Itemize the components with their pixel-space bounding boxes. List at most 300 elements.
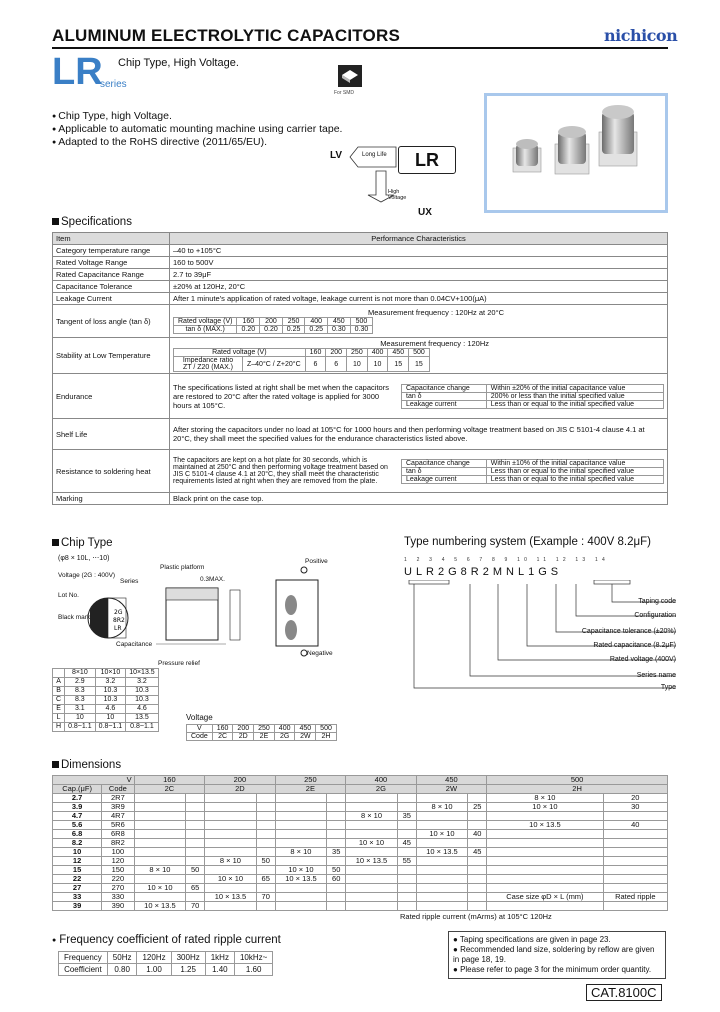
dim-case-size bbox=[275, 830, 327, 839]
dim-ripple: 65 bbox=[256, 875, 275, 884]
chip-dim-cell: 0.8~1.1 bbox=[65, 723, 96, 732]
chip-marking-cap: 8R2 bbox=[113, 617, 125, 624]
dim-cap: 5.6 bbox=[53, 821, 102, 830]
title-rule bbox=[52, 47, 668, 49]
dimensions-heading: Dimensions bbox=[52, 759, 121, 771]
dim-cap-header: Cap.(μF) bbox=[53, 785, 102, 794]
dim-cap: 6.8 bbox=[53, 830, 102, 839]
chip-dim-cell: 10 bbox=[95, 714, 126, 723]
dim-cap: 2.7 bbox=[53, 794, 102, 803]
tan-voltage: 250 bbox=[282, 318, 305, 326]
voltage-cell: 2D bbox=[233, 733, 254, 741]
dim-case-size bbox=[275, 893, 327, 902]
dim-ripple: 45 bbox=[397, 839, 416, 848]
dim-case-size bbox=[416, 875, 468, 884]
freq-header: 50Hz bbox=[107, 952, 137, 964]
dim-cap: 39 bbox=[53, 902, 102, 911]
freq-cell: 1.60 bbox=[234, 964, 272, 976]
dim-case-size bbox=[487, 866, 603, 875]
lowtemp-ratio-label: Impedance ratio ZT / Z20 (MAX.) bbox=[174, 357, 243, 372]
dim-voltage: 400 bbox=[346, 776, 417, 785]
chip-pressure-label: Pressure relief bbox=[158, 660, 200, 667]
freq-header: 1kHz bbox=[205, 952, 234, 964]
chip-dim-cell: 10 bbox=[65, 714, 96, 723]
dim-case-size bbox=[487, 902, 603, 911]
chip-type-heading: Chip Type bbox=[52, 537, 113, 549]
family-lv: LV bbox=[330, 150, 343, 161]
dim-case-size bbox=[346, 866, 398, 875]
dim-ripple bbox=[397, 902, 416, 911]
dim-cap: 12 bbox=[53, 857, 102, 866]
dim-row bbox=[53, 866, 668, 875]
dim-ripple bbox=[186, 812, 205, 821]
tan-voltage: 450 bbox=[327, 318, 350, 326]
dim-ripple bbox=[397, 893, 416, 902]
spec-item-header: Item bbox=[53, 233, 170, 245]
spec-row bbox=[53, 245, 668, 257]
spec-item: Category temperature range bbox=[53, 245, 170, 257]
dim-ripple: 35 bbox=[397, 812, 416, 821]
dim-case-size: 10 × 10 bbox=[346, 839, 398, 848]
capacitor-medium bbox=[555, 126, 589, 174]
dim-v-header: V bbox=[53, 776, 135, 785]
dim-ripple bbox=[468, 812, 487, 821]
chip-positive-label: Positive bbox=[305, 558, 328, 565]
spec-row bbox=[53, 293, 668, 305]
spec-value: 2.7 to 39μF bbox=[170, 269, 668, 281]
dim-row bbox=[53, 839, 668, 848]
dim-ripple: 70 bbox=[256, 893, 275, 902]
dimensions-table bbox=[52, 775, 668, 911]
solder-table bbox=[401, 459, 664, 484]
type-label-configuration: Configuration bbox=[634, 612, 676, 619]
dim-ripple bbox=[327, 830, 346, 839]
dim-case-size: 8 × 10 bbox=[416, 803, 468, 812]
chip-dim-cell: 3.2 bbox=[95, 678, 126, 687]
spec-header-row bbox=[53, 233, 668, 245]
voltage-title: Voltage bbox=[186, 713, 213, 722]
solder-cell bbox=[170, 450, 668, 493]
dim-ripple bbox=[603, 848, 667, 857]
voltage-cell: 2G bbox=[274, 733, 295, 741]
dim-case-size bbox=[205, 803, 257, 812]
dim-case-size bbox=[134, 830, 186, 839]
tan-value: 0.25 bbox=[305, 326, 328, 334]
dim-cap-code: 120 bbox=[102, 857, 134, 866]
chip-dimension-table bbox=[52, 668, 159, 732]
dim-ripple bbox=[256, 821, 275, 830]
dim-voltage: 200 bbox=[205, 776, 276, 785]
dim-ripple bbox=[256, 902, 275, 911]
chip-dim-cell: A bbox=[53, 678, 65, 687]
dim-case-size bbox=[275, 812, 327, 821]
dim-cap-code: 4R7 bbox=[102, 812, 134, 821]
chip-dim-cell: 3.2 bbox=[126, 678, 159, 687]
dim-code: 2D bbox=[205, 785, 276, 794]
dimensions-code-row bbox=[53, 785, 668, 794]
chip-dim-cell: 10.3 bbox=[95, 696, 126, 705]
endurance-key: Capacitance change bbox=[402, 384, 487, 392]
lowtemp-voltage: 160 bbox=[305, 349, 326, 357]
spec-row-lowtemp bbox=[53, 338, 668, 374]
feature-item: ● Adapted to the RoHS directive (2011/65/EU). bbox=[52, 136, 342, 149]
lowtemp-value: 15 bbox=[409, 357, 430, 372]
dim-ripple: 30 bbox=[603, 803, 667, 812]
freq-header: 120Hz bbox=[137, 952, 171, 964]
chip-dim-cell: E bbox=[53, 705, 65, 714]
chip-dim-cell: 0.8~1.1 bbox=[126, 723, 159, 732]
dim-case-size: 10 × 10 bbox=[134, 884, 186, 893]
spec-row-endurance bbox=[53, 374, 668, 419]
spec-value: After 1 minute's application of rated voltage, leakage current is not more than 0.04CV+100(μA) bbox=[170, 293, 668, 305]
dim-ripple bbox=[603, 839, 667, 848]
chip-marking-lr: LR bbox=[114, 625, 122, 632]
dim-ripple bbox=[186, 848, 205, 857]
tan-voltage: 500 bbox=[350, 318, 373, 326]
dim-ripple bbox=[186, 794, 205, 803]
spec-item: Stability at Low Temperature bbox=[53, 338, 170, 374]
voltage-cell: V bbox=[187, 725, 213, 733]
dim-case-size: 10 × 13.5 bbox=[416, 848, 468, 857]
spec-item: Marking bbox=[53, 493, 170, 505]
spec-row bbox=[53, 281, 668, 293]
dim-case-size bbox=[416, 812, 468, 821]
spec-value: 160 to 500V bbox=[170, 257, 668, 269]
chip-dim-cell: 10.3 bbox=[126, 696, 159, 705]
freq-cell: Coefficient bbox=[59, 964, 108, 976]
type-numbering-title: Type numbering system (Example : 400V 8.2μF) bbox=[404, 536, 651, 548]
voltage-cell: Code bbox=[187, 733, 213, 741]
type-label-taping: Taping code bbox=[638, 598, 676, 605]
chip-dim-cell: 10.3 bbox=[126, 687, 159, 696]
capacitor-illustration bbox=[487, 96, 665, 210]
family-lr-box: LR bbox=[398, 146, 456, 174]
catalog-number: CAT.8100C bbox=[586, 984, 662, 1001]
type-label-voltage: Rated voltage (400V) bbox=[609, 656, 676, 663]
dim-ripple bbox=[468, 857, 487, 866]
dim-case-size: 8 × 10 bbox=[275, 848, 327, 857]
dim-ripple: 70 bbox=[186, 902, 205, 911]
specifications-heading: Specifications bbox=[52, 216, 132, 228]
dim-ripple: 35 bbox=[327, 848, 346, 857]
chip-dim-header: 10×13.5 bbox=[126, 669, 159, 678]
lowtemp-voltage: 500 bbox=[409, 349, 430, 357]
spec-value: Black print on the case top. bbox=[170, 493, 668, 505]
spec-item: Leakage Current bbox=[53, 293, 170, 305]
lowtemp-value: 6 bbox=[305, 357, 326, 372]
type-label-series: Series name bbox=[636, 672, 676, 679]
dim-ripple: 50 bbox=[256, 857, 275, 866]
voltage-cell: 160 bbox=[212, 725, 233, 733]
dim-ripple bbox=[468, 866, 487, 875]
lowtemp-voltage: 200 bbox=[326, 349, 347, 357]
dim-case-size bbox=[205, 812, 257, 821]
specifications-table bbox=[52, 232, 668, 505]
spec-value: ±20% at 120Hz, 20°C bbox=[170, 281, 668, 293]
dim-ripple bbox=[327, 812, 346, 821]
tan-value: 0.30 bbox=[350, 326, 373, 334]
dim-voltage: 250 bbox=[275, 776, 346, 785]
chip-lot-label: Lot No. bbox=[58, 592, 79, 599]
tan-cell bbox=[170, 305, 668, 338]
chip-voltage-example: Voltage (2G : 400V) bbox=[58, 572, 116, 579]
dim-cap: 27 bbox=[53, 884, 102, 893]
dim-case-size bbox=[205, 794, 257, 803]
dim-ripple bbox=[397, 794, 416, 803]
notes-box bbox=[448, 931, 666, 979]
dim-row bbox=[53, 857, 668, 866]
dim-row bbox=[53, 812, 668, 821]
chip-dim-cell: B bbox=[53, 687, 65, 696]
type-label-tolerance: Capacitance tolerance (±20%) bbox=[581, 628, 676, 635]
smd-label: For SMD bbox=[334, 90, 354, 96]
note-item: ● Taping specifications are given in page 23. bbox=[453, 935, 611, 944]
dim-case-size bbox=[205, 902, 257, 911]
dim-ripple bbox=[397, 884, 416, 893]
voltage-cell: 2H bbox=[316, 733, 337, 741]
dim-ripple bbox=[256, 830, 275, 839]
dim-ripple bbox=[468, 902, 487, 911]
chip-dim-cell: 4.6 bbox=[126, 705, 159, 714]
dim-case-size: 8 × 10 bbox=[134, 866, 186, 875]
dim-code: 2C bbox=[134, 785, 205, 794]
voltage-code-table bbox=[186, 724, 337, 741]
voltage-cell: 450 bbox=[295, 725, 316, 733]
dim-cap-code: 6R8 bbox=[102, 830, 134, 839]
dim-cap-code: 150 bbox=[102, 866, 134, 875]
dim-row bbox=[53, 794, 668, 803]
dim-ripple bbox=[327, 803, 346, 812]
freq-cell: 1.40 bbox=[205, 964, 234, 976]
lowtemp-note: Measurement frequency : 120Hz bbox=[380, 339, 489, 348]
chip-dim-cell: L bbox=[53, 714, 65, 723]
dim-ripple bbox=[256, 812, 275, 821]
chip-max-label: 0.3MAX. bbox=[200, 576, 225, 583]
frequency-table bbox=[58, 951, 273, 976]
dim-ripple bbox=[603, 830, 667, 839]
chip-type-sub: (φ8 × 10L, ⋯10) bbox=[58, 555, 110, 562]
dim-case-size bbox=[416, 884, 468, 893]
family-ux: UX bbox=[418, 207, 432, 218]
endurance-value: Less than or equal to the initial specified value bbox=[486, 400, 663, 408]
lowtemp-voltage: 400 bbox=[367, 349, 388, 357]
lowtemp-value: 10 bbox=[347, 357, 368, 372]
dim-case-size: 8 × 10 bbox=[487, 794, 603, 803]
chip-mark-label: Black mark bbox=[58, 614, 91, 621]
dim-case-size bbox=[487, 875, 603, 884]
spec-row-shelf bbox=[53, 419, 668, 450]
dim-ripple: 50 bbox=[186, 866, 205, 875]
solder-value: Less than or equal to the initial specified value bbox=[486, 467, 663, 475]
spec-item: Capacitance Tolerance bbox=[53, 281, 170, 293]
tan-voltage: 160 bbox=[237, 318, 260, 326]
lowtemp-voltage: 250 bbox=[347, 349, 368, 357]
dim-case-size: 10 × 13.5 bbox=[487, 821, 603, 830]
dim-case-size bbox=[134, 821, 186, 830]
brand-logo: nichicon bbox=[604, 26, 678, 45]
dim-case-size bbox=[487, 830, 603, 839]
dim-code-header: Code bbox=[102, 785, 134, 794]
lowtemp-value: 10 bbox=[367, 357, 388, 372]
capacitor-small bbox=[513, 139, 541, 172]
voltage-cell: 2E bbox=[254, 733, 275, 741]
endurance-text: The specifications listed at right shall be met when the capacitors are restored to 20°C after the rated voltage is applied for 3000 hours at 105°C. bbox=[173, 382, 389, 410]
dim-case-size bbox=[275, 821, 327, 830]
dim-case-size bbox=[487, 839, 603, 848]
dim-case-size bbox=[134, 794, 186, 803]
solder-value: Within ±10% of the initial capacitance value bbox=[486, 459, 663, 467]
chip-dim-cell: 8.3 bbox=[65, 696, 96, 705]
dim-cap: 22 bbox=[53, 875, 102, 884]
lowtemp-cond: Z–40°C / Z+20°C bbox=[243, 357, 306, 372]
dim-ripple bbox=[603, 866, 667, 875]
dim-code: 2E bbox=[275, 785, 346, 794]
tan-voltage: 200 bbox=[260, 318, 283, 326]
dim-ripple: 20 bbox=[603, 794, 667, 803]
note-text: Recommended land size, soldering by reflow are given in page 18, 19. bbox=[453, 945, 655, 964]
shelf-text: After storing the capacitors under no load at 105°C for 1000 hours and then performing voltage treatment based on JIS C 5101-4 clause 4.1 at 20°C, they shall meet the specified values for the endurance characteristics listed above. bbox=[170, 419, 668, 450]
dim-case-size: 8 × 10 bbox=[346, 812, 398, 821]
chip-series-label: Series bbox=[120, 578, 139, 585]
dim-case-size bbox=[134, 812, 186, 821]
voltage-cell: 2W bbox=[295, 733, 316, 741]
feature-item: ● Applicable to automatic mounting machine using carrier tape. bbox=[52, 123, 342, 136]
dim-cap-code: 220 bbox=[102, 875, 134, 884]
freq-cell: 0.80 bbox=[107, 964, 137, 976]
dim-ripple bbox=[603, 875, 667, 884]
dim-voltage: 500 bbox=[487, 776, 668, 785]
dim-cap: 10 bbox=[53, 848, 102, 857]
chip-dim-cell: 13.5 bbox=[126, 714, 159, 723]
spec-row-tan bbox=[53, 305, 668, 338]
endurance-value: Within ±20% of the initial capacitance value bbox=[486, 384, 663, 392]
type-numbering-leaders bbox=[404, 580, 676, 694]
dim-cap-code: 2R7 bbox=[102, 794, 134, 803]
dim-case-size bbox=[346, 884, 398, 893]
solder-key: Leakage current bbox=[402, 475, 487, 483]
dim-code: 2H bbox=[487, 785, 668, 794]
chip-dim-cell: 10.3 bbox=[95, 687, 126, 696]
spec-row bbox=[53, 269, 668, 281]
endurance-value: 200% or less than the initial specified value bbox=[486, 392, 663, 400]
spec-row-solder bbox=[53, 450, 668, 493]
spec-item: Rated Capacitance Range bbox=[53, 269, 170, 281]
dim-cap-code: 100 bbox=[102, 848, 134, 857]
tan-voltage-label: Rated voltage (V) bbox=[174, 318, 237, 326]
dim-ripple bbox=[186, 830, 205, 839]
lowtemp-cell bbox=[170, 338, 668, 374]
dim-ripple: 60 bbox=[327, 875, 346, 884]
spec-item: Endurance bbox=[53, 374, 170, 419]
chip-drawing bbox=[56, 560, 346, 664]
lowtemp-table bbox=[173, 348, 430, 372]
chip-plastic-label: Plastic platform bbox=[160, 564, 205, 571]
dim-case-size: 10 × 10 bbox=[416, 830, 468, 839]
note-item: ● Please refer to page 3 for the minimum order quantity. bbox=[453, 965, 652, 974]
dim-case-size: 10 × 13.5 bbox=[275, 875, 327, 884]
spec-item: Rated Voltage Range bbox=[53, 257, 170, 269]
dim-ripple bbox=[397, 875, 416, 884]
spec-perf-header: Performance Characteristics bbox=[170, 233, 668, 245]
freq-cell: 1.00 bbox=[137, 964, 171, 976]
spec-row bbox=[53, 257, 668, 269]
voltage-cell: 250 bbox=[254, 725, 275, 733]
tan-value-label: tan δ (MAX.) bbox=[174, 326, 237, 334]
freq-header: 300Hz bbox=[171, 952, 205, 964]
dim-case-size bbox=[275, 884, 327, 893]
dim-voltage: 160 bbox=[134, 776, 205, 785]
dim-ripple bbox=[327, 902, 346, 911]
type-label-type: Type bbox=[660, 684, 676, 691]
spec-item: Resistance to soldering heat bbox=[53, 450, 170, 493]
dim-case-size bbox=[205, 839, 257, 848]
dim-row bbox=[53, 902, 668, 911]
capacitor-large bbox=[599, 105, 637, 166]
family-lv-note: Long Life bbox=[362, 152, 387, 158]
dim-case-size bbox=[416, 866, 468, 875]
chip-dim-cell: 3.1 bbox=[65, 705, 96, 714]
solder-key: Capacitance change bbox=[402, 459, 487, 467]
dim-ripple: 45 bbox=[468, 848, 487, 857]
dim-ripple: 25 bbox=[468, 803, 487, 812]
tan-voltage: 400 bbox=[305, 318, 328, 326]
dim-ripple bbox=[327, 794, 346, 803]
note-item: ● Recommended land size, soldering by reflow are given in page 18, 19. bbox=[453, 945, 655, 964]
dim-ripple bbox=[186, 803, 205, 812]
dim-ripple bbox=[603, 857, 667, 866]
chip-dim-header: 10×10 bbox=[95, 669, 126, 678]
dim-ripple: 40 bbox=[468, 830, 487, 839]
tan-value: 0.20 bbox=[237, 326, 260, 334]
spec-item: Tangent of loss angle (tan δ) bbox=[53, 305, 170, 338]
dim-ripple bbox=[186, 821, 205, 830]
dim-cap: 33 bbox=[53, 893, 102, 902]
dim-case-size bbox=[346, 875, 398, 884]
dim-ripple bbox=[327, 821, 346, 830]
dim-case-size bbox=[346, 821, 398, 830]
frequency-title: ● Frequency coefficient of rated ripple current bbox=[52, 934, 281, 946]
dim-cap: 3.9 bbox=[53, 803, 102, 812]
chip-negative-label: Negative bbox=[307, 650, 333, 657]
chip-dim-cell: 8.3 bbox=[65, 687, 96, 696]
dim-case-size: 10 × 13.5 bbox=[134, 902, 186, 911]
dim-case-size bbox=[346, 893, 398, 902]
voltage-cell: 400 bbox=[274, 725, 295, 733]
dim-ripple: 40 bbox=[603, 821, 667, 830]
type-numbering-positions: 1 2 3 4 5 6 7 8 9 10 11 12 13 14 bbox=[404, 557, 609, 563]
dim-ripple: 55 bbox=[397, 857, 416, 866]
product-photo bbox=[484, 93, 668, 213]
solder-key: tan δ bbox=[402, 467, 487, 475]
dim-row bbox=[53, 803, 668, 812]
series-description: Chip Type, High Voltage. bbox=[118, 57, 239, 69]
dim-voltage: 450 bbox=[416, 776, 487, 785]
spec-item: Shelf Life bbox=[53, 419, 170, 450]
spec-value: –40 to +105°C bbox=[170, 245, 668, 257]
page-title: ALUMINUM ELECTROLYTIC CAPACITORS bbox=[52, 26, 400, 45]
dim-case-size: 10 × 10 bbox=[275, 866, 327, 875]
voltage-cell: 200 bbox=[233, 725, 254, 733]
dim-row bbox=[53, 821, 668, 830]
dim-cap-code: 8R2 bbox=[102, 839, 134, 848]
dim-case-size: 10 × 10 bbox=[487, 803, 603, 812]
type-numbering-code: ULR2G8R2MNL1GS bbox=[404, 566, 563, 578]
dim-cap-code: 5R6 bbox=[102, 821, 134, 830]
endurance-key: tan δ bbox=[402, 392, 487, 400]
chip-dim-cell: 0.8~1.1 bbox=[95, 723, 126, 732]
chip-dim-cell: C bbox=[53, 696, 65, 705]
dim-case-size bbox=[275, 794, 327, 803]
